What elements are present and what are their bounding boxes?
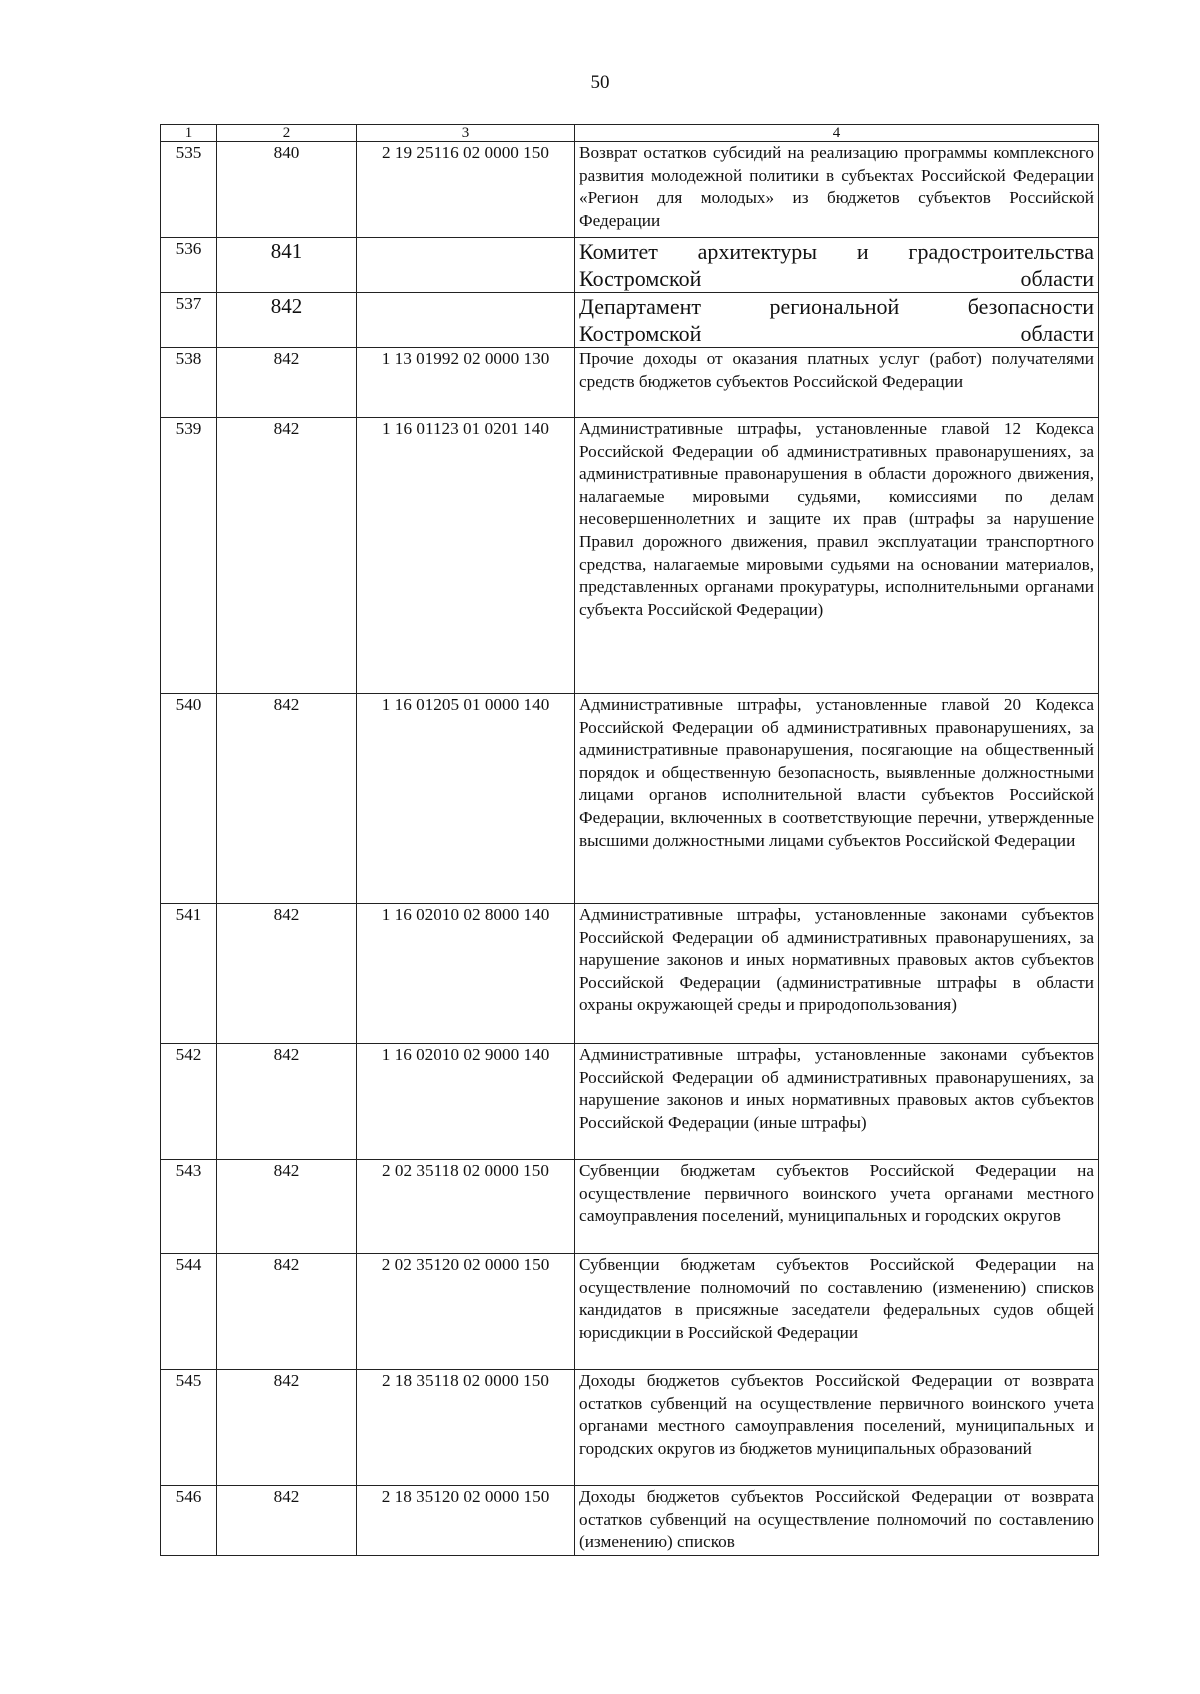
table-row: [161, 1254, 1099, 1370]
income-description: Административные штрафы, установленные законами субъектов Российской Федерации об административных правонарушениях, за нарушение законов и иных нормативных правовых актов субъектов Российской Федерации (иные штрафы): [575, 1044, 1099, 1160]
income-description: Субвенции бюджетам субъектов Российской Федерации на осуществление первичного воинского учета органами местного самоуправления поселений, муниципальных и городских округов: [575, 1160, 1099, 1254]
administrator-name: Департамент региональной безопасности Костромской области: [575, 293, 1099, 348]
table-row: [161, 238, 1099, 293]
income-description: Возврат остатков субсидий на реализацию программы комплексного развития молодежной политики в субъектах Российской Федерации «Регион для молодых» из бюджетов субъектов Российской Федерации: [575, 142, 1099, 238]
budget-code: 1 16 02010 02 9000 140: [357, 1044, 575, 1160]
row-number: 537: [161, 293, 217, 348]
row-number: 543: [161, 1160, 217, 1254]
table-row: [161, 348, 1099, 418]
budget-code: 1 16 01205 01 0000 140: [357, 694, 575, 904]
table-row: [161, 1044, 1099, 1160]
table-row: [161, 694, 1099, 904]
admin-code: 842: [217, 694, 357, 904]
admin-code: 842: [217, 1486, 357, 1556]
admin-code: 842: [217, 418, 357, 694]
row-number: 542: [161, 1044, 217, 1160]
budget-code: 1 13 01992 02 0000 130: [357, 348, 575, 418]
budget-classification-table: [160, 124, 1099, 1556]
admin-code: 842: [217, 1254, 357, 1370]
table-row: [161, 1486, 1099, 1556]
budget-code: 2 02 35118 02 0000 150: [357, 1160, 575, 1254]
income-description: Административные штрафы, установленные законами субъектов Российской Федерации об административных правонарушениях, за нарушение законов и иных нормативных правовых актов субъектов Российской Федерации (административные штрафы в области охраны окружающей среды и природопользования): [575, 904, 1099, 1044]
income-description: Доходы бюджетов субъектов Российской Федерации от возврата остатков субвенций на осуществление полномочий по составлению (изменению) списков: [575, 1486, 1099, 1556]
row-number: 535: [161, 142, 217, 238]
budget-code: 2 19 25116 02 0000 150: [357, 142, 575, 238]
budget-code: 2 18 35120 02 0000 150: [357, 1486, 575, 1556]
table-row: [161, 293, 1099, 348]
row-number: 539: [161, 418, 217, 694]
admin-code: 841: [217, 238, 357, 293]
row-number: 540: [161, 694, 217, 904]
income-description: Административные штрафы, установленные главой 12 Кодекса Российской Федерации об административных правонарушениях, за административные правонарушения в области дорожного движения, налагаемые мировыми судьями, комиссиями по делам несовершеннолетних и защите их прав (штрафы за нарушение Правил дорожного движения, правил эксплуатации транспортного средства, налагаемые мировыми судьями на основании материалов, представленных органами прокуратуры, исполнительными органами субъекта Российской Федерации): [575, 418, 1099, 694]
table-row: [161, 904, 1099, 1044]
table-row: [161, 418, 1099, 694]
budget-code: [357, 293, 575, 348]
income-description: Административные штрафы, установленные главой 20 Кодекса Российской Федерации об административных правонарушениях, за административные правонарушения, посягающие на общественный порядок и общественную безопасность, выявленные должностными лицами органов исполнительной власти субъектов Российской Федерации, включенных в соответствующие перечни, утвержденные высшими должностными лицами субъектов Российской Федерации: [575, 694, 1099, 904]
page-number: 50: [590, 72, 610, 93]
row-number: 545: [161, 1370, 217, 1486]
admin-code: 840: [217, 142, 357, 238]
row-number: 541: [161, 904, 217, 1044]
admin-code: 842: [217, 904, 357, 1044]
budget-code: 1 16 01123 01 0201 140: [357, 418, 575, 694]
income-description: Прочие доходы от оказания платных услуг (работ) получателями средств бюджетов субъектов Российской Федерации: [575, 348, 1099, 418]
admin-code: 842: [217, 1370, 357, 1486]
header-col-3: 3: [357, 125, 575, 142]
header-col-1: 1: [161, 125, 217, 142]
admin-code: 842: [217, 1160, 357, 1254]
table-row: [161, 1370, 1099, 1486]
header-row: [161, 125, 1099, 142]
table-row: [161, 1160, 1099, 1254]
header-col-4: 4: [575, 125, 1099, 142]
income-description: Доходы бюджетов субъектов Российской Федерации от возврата остатков субвенций на осуществление первичного воинского учета органами местного самоуправления поселений, муниципальных и городских округов из бюджетов муниципальных образований: [575, 1370, 1099, 1486]
budget-code: 1 16 02010 02 8000 140: [357, 904, 575, 1044]
budget-code: 2 02 35120 02 0000 150: [357, 1254, 575, 1370]
table-row: [161, 142, 1099, 238]
admin-code: 842: [217, 348, 357, 418]
income-description: Субвенции бюджетам субъектов Российской Федерации на осуществление полномочий по составлению (изменению) списков кандидатов в присяжные заседатели федеральных судов общей юрисдикции в Российской Федерации: [575, 1254, 1099, 1370]
administrator-name: Комитет архитектуры и градостроительства Костромской области: [575, 238, 1099, 293]
admin-code: 842: [217, 293, 357, 348]
row-number: 536: [161, 238, 217, 293]
budget-code: [357, 238, 575, 293]
row-number: 546: [161, 1486, 217, 1556]
row-number: 538: [161, 348, 217, 418]
budget-code: 2 18 35118 02 0000 150: [357, 1370, 575, 1486]
admin-code: 842: [217, 1044, 357, 1160]
row-number: 544: [161, 1254, 217, 1370]
header-col-2: 2: [217, 125, 357, 142]
